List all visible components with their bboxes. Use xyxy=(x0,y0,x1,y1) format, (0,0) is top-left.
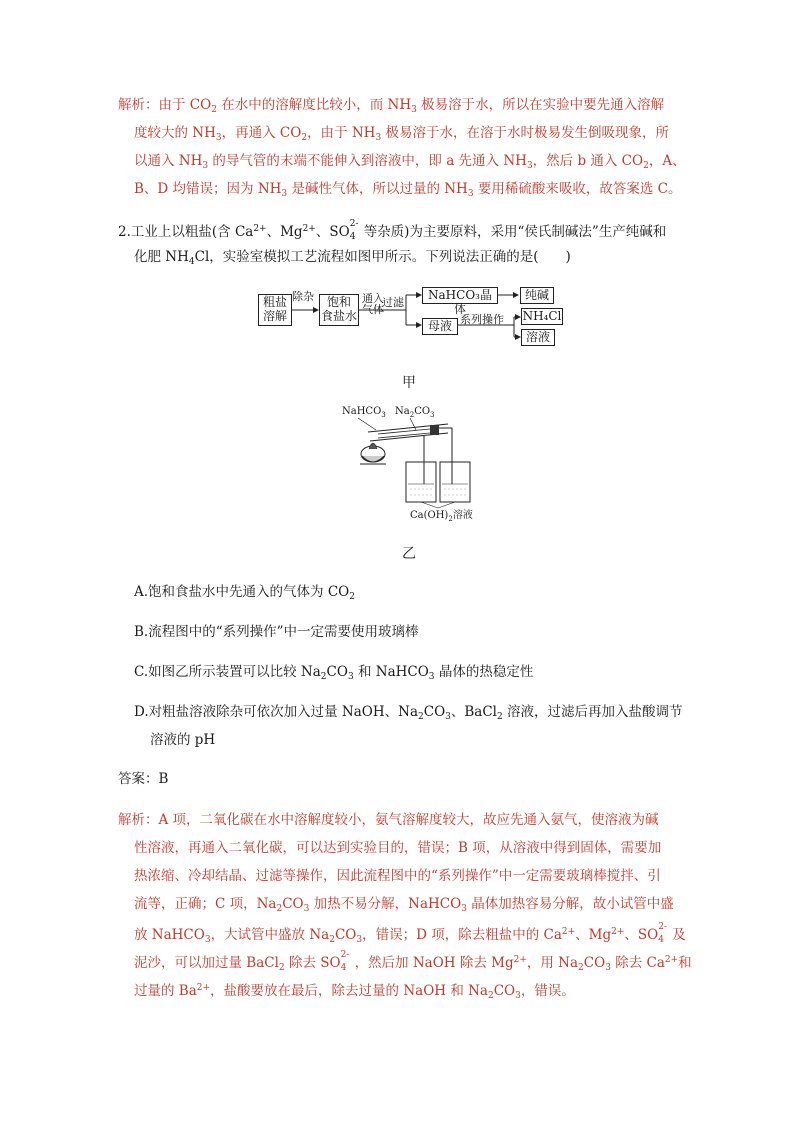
label-na2co3: $Na_2CO_3$ xyxy=(395,406,435,419)
analysis-1-line-1: 解析：由于 $CO_2$ 在水中的溶解度比较小，而 $NH_3$ 极易溶于水，所以在实验中要先通入溶解 xyxy=(118,97,665,115)
analysis-1-line-3: 以通入 $NH_3$ 的导气管的末端不能伸入到溶液中，即 a 先通入 $NH_3$，然后 b 通入 $CO_2$，A、 xyxy=(134,153,686,171)
analysis-1-line-2: 度较大的 $NH_3$，再通入 $CO_2$，由于 $NH_3$ 极易溶于水，在溶于水时极易发生倒吸现象，所 xyxy=(134,125,669,143)
flow-nahco3-crystal: NaHCO₃晶体 xyxy=(422,287,498,304)
flow-soda: 纯碱 xyxy=(520,287,554,304)
flow-filter-label: 过滤 xyxy=(382,296,404,309)
option-b: B.流程图中的“系列操作”中一定需要使用玻璃棒 xyxy=(134,624,419,640)
analysis-2-line-2: 性溶液，再通入二氧化碳，可以达到实验目的，错误；B 项，从溶液中得到固体，需要加 xyxy=(134,840,662,856)
flow-chart xyxy=(258,284,568,348)
caption-yi: 乙 xyxy=(402,546,416,562)
analysis-2-line-6: 泥沙，可以加过量 BaCl$_2$ 除去 SO 2- 4 ，然后加 NaOH 除去 $Mg^{2+}$，用 $Na_2CO_3$ 除去 $Ca^{2+}$和 xyxy=(134,950,692,973)
question-2-line-2: 化肥 $NH_4Cl$，实验室模拟工艺流程如图甲所示。下列说法正确的是( ) xyxy=(134,249,571,267)
analysis-2-line-7: 过量的 $Ba^{2+}$，盐酸要放在最后，除去过量的 NaOH 和 $Na_2CO_3$，错误。 xyxy=(134,983,575,1001)
flow-remove-label: 除杂 xyxy=(292,290,314,303)
flow-mother-liquor: 母液 xyxy=(422,318,458,335)
analysis-1-line-4: B、D 均错误；因为 $NH_3$ 是碱性气体，所以过量的 $NH_3$ 要用稀硫酸来吸收，故答案选 C。 xyxy=(134,181,682,199)
flow-solution: 溶液 xyxy=(521,329,555,346)
analysis-2-line-5: 放 NaHCO$_3$，大试管中盛放 $Na_2CO_3$，错误；D 项，除去粗盐中的 $Ca^{2+}$、$Mg^{2+}$、SO 2- 4 及 xyxy=(134,922,686,945)
flow-nh4cl: NH₄Cl xyxy=(522,309,562,323)
analysis-2-line-1: 解析：A 项，二氧化碳在水中溶解度较小，氨气溶解度较大，故应先通入氨气，使溶液为碱 xyxy=(118,812,659,828)
apparatus-drawing xyxy=(340,404,480,520)
analysis-2-line-3: 热浓缩、冷却结晶、过滤等操作，因此流程图中的“系列操作”中一定需要玻璃棒搅拌、引 xyxy=(134,868,661,884)
flow-crude-salt: 粗盐 溶解 xyxy=(258,294,292,326)
option-d-line-1: D.对粗盐溶液除杂可依次加入过量 NaOH、$Na_2CO_3$、BaCl$_2$ 溶液，过滤后再加入盐酸调节 xyxy=(134,704,683,722)
label-caoh2-solution: $Ca(OH)_2$溶液 xyxy=(410,510,473,523)
option-c: C.如图乙所示装置可以比较 $Na_2CO_3$ 和 NaHCO$_3$ 晶体的热稳定性 xyxy=(134,664,534,682)
label-nahco3: NaHCO$_3$ xyxy=(342,406,386,419)
flow-gas-label: 通入 气体 xyxy=(362,292,384,316)
caption-jia: 甲 xyxy=(402,375,416,391)
analysis-2-line-4: 流等，正确；C 项，$Na_2CO_3$ 加热不易分解，NaHCO$_3$ 晶体加热容易分解，故小试管中盛 xyxy=(134,896,674,914)
option-d-line-2: 溶液的 pH xyxy=(150,732,216,748)
apparatus-figure xyxy=(340,404,480,523)
option-a: A.饱和食盐水中先通入的气体为 $CO_2$ xyxy=(134,584,355,602)
flow-brine: 饱和 食盐水 xyxy=(319,294,359,326)
answer: 答案：B xyxy=(118,771,169,787)
question-2-line-1: 2.工业上以粗盐(含 $Ca^{2+}$、$Mg^{2+}$、SO 2- 4 等杂质)为主要原料，采用“侯氏制碱法”生产纯碱和 xyxy=(118,219,667,242)
flow-series-label: 系列操作 xyxy=(460,313,504,326)
